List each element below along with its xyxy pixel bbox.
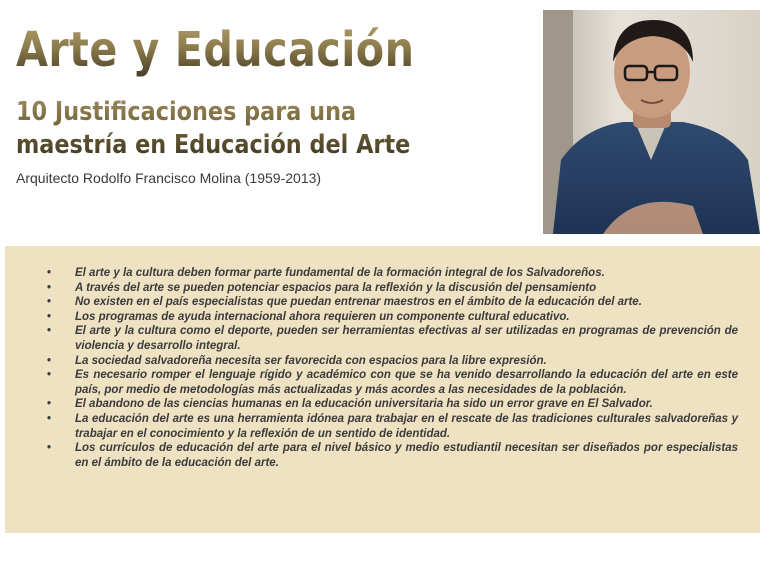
author-credit: Arquitecto Rodolfo Francisco Molina (1959-2013) [16, 170, 322, 186]
page-subtitle: 10 Justificaciones para una maestría en Educación del Arte [16, 96, 455, 162]
list-item: • No existen en el país especialistas que puedan entrenar maestros en el ámbito de la educación del arte. [5, 295, 738, 310]
list-item: • El abandono de las ciencias humanas en la educación universitaria ha sido un error grave en El Salvador. [5, 397, 738, 412]
justifications-panel [5, 246, 760, 533]
list-item: • El arte y la cultura como el deporte, pueden ser herramientas efectivas al ser utilizadas en programas de prevención de violencia y desarrollo integral. [5, 324, 738, 353]
portrait-photo-icon [543, 10, 760, 234]
list-item: • La educación del arte es una herramienta idónea para trabajar en el rescate de las tradiciones culturales salvadoreñas y trabajar en el conocimiento y la reflexión de un sentido de identidad. [5, 412, 738, 441]
list-item: • La sociedad salvadoreña necesita ser favorecida con espacios para la libre expresión. [5, 354, 738, 369]
list-item: • Los programas de ayuda internacional ahora requieren un componente cultural educativo. [5, 310, 738, 325]
list-item: • Los currículos de educación del arte para el nivel básico y medio estudiantil necesitan ser diseñados por especialistas en el ámbito de la educación del arte. [5, 441, 738, 470]
justifications-list [5, 246, 760, 470]
list-item: • Es necesario romper el lenguaje rígido y académico con que se ha venido desarrollando la educación del arte en este país, por medio de metodologías más actualizadas y más acordes a las necesidades de la población. [5, 368, 738, 397]
portrait-photo [543, 10, 760, 234]
page-title: Arte y Educación [16, 22, 415, 78]
list-item: • El arte y la cultura deben formar parte fundamental de la formación integral de los Salvadoreños. [5, 266, 738, 281]
list-item: • A través del arte se pueden potenciar espacios para la reflexión y la discusión del pensamiento [5, 281, 738, 296]
